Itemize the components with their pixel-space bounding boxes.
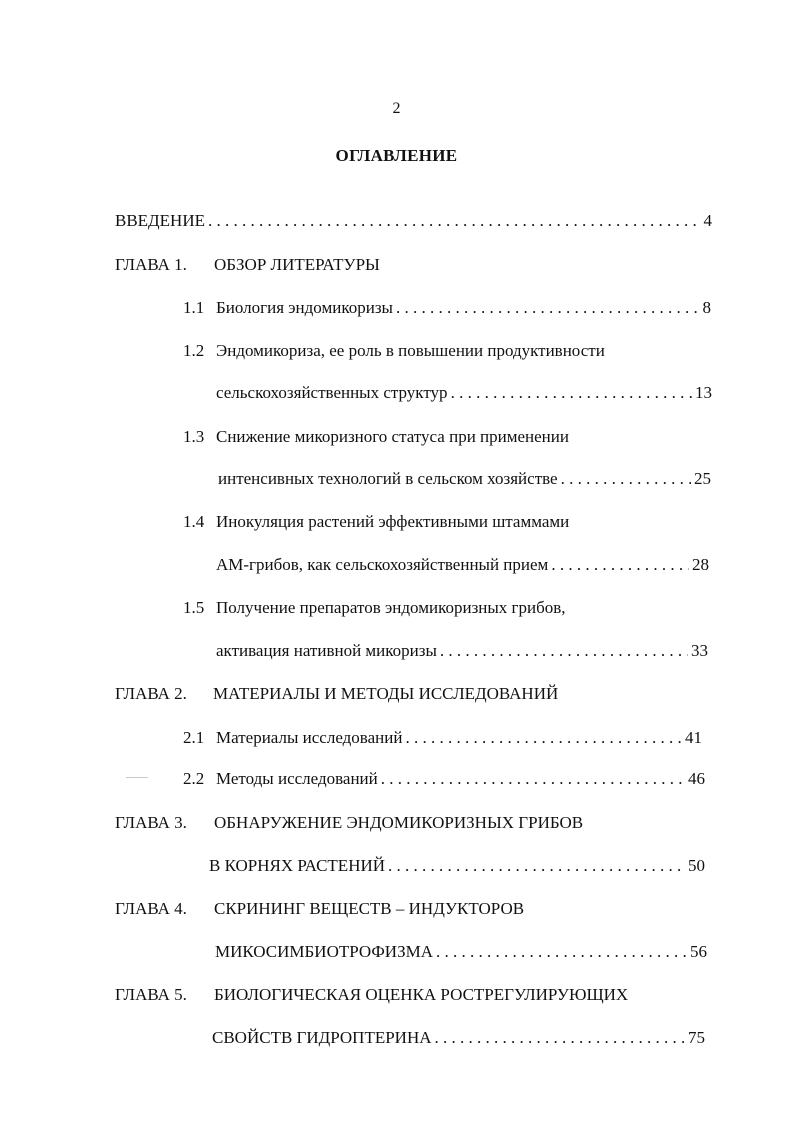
- toc-section-1-2-line1: [183, 340, 605, 362]
- toc-leader-dots: [435, 1027, 685, 1049]
- toc-s21-text: Материалы исследований: [216, 728, 403, 747]
- toc-ch5-line2: СВОЙСТВ ГИДРОПТЕРИНА: [212, 1028, 432, 1047]
- toc-chapter-2-heading: [115, 683, 558, 705]
- toc-s13-num: 1.3: [183, 427, 205, 446]
- toc-s13-page: 25: [694, 469, 711, 488]
- toc-s14-line1: Инокуляция растений эффективными штаммами: [216, 512, 570, 531]
- toc-s11-page: 8: [702, 298, 711, 317]
- toc-section-2-1: [183, 727, 702, 749]
- toc-s14-page: 28: [692, 555, 709, 574]
- toc-section-1-3-line1: [183, 426, 569, 448]
- toc-s11-num: 1.1: [183, 298, 205, 317]
- toc-s21-page: 41: [685, 728, 702, 747]
- toc-entry-intro: [115, 210, 712, 232]
- toc-s11-text: Биология эндомикоризы: [216, 298, 393, 317]
- toc-leader-dots: [381, 768, 685, 790]
- toc-s14-num: 1.4: [183, 512, 205, 531]
- toc-leader-dots: [388, 855, 685, 877]
- toc-chapter-4-line2: [215, 941, 707, 963]
- toc-s13-line1: Снижение микоризного статуса при применении: [216, 427, 569, 446]
- toc-s13-line2: интенсивных технологий в сельском хозяйстве: [218, 469, 558, 488]
- toc-section-1-5-line1: [183, 597, 566, 619]
- toc-s22-page: 46: [688, 769, 705, 788]
- toc-s15-line2: активация нативной микоризы: [216, 641, 437, 660]
- toc-intro-page: 4: [703, 211, 712, 230]
- toc-s12-page: 13: [695, 383, 712, 402]
- toc-leader-dots: [208, 210, 701, 232]
- toc-s12-line2: сельскохозяйственных структур: [216, 383, 448, 402]
- toc-section-1-5-line2: [216, 640, 708, 662]
- toc-s22-text: Методы исследований: [216, 769, 378, 788]
- toc-ch3-line1: ОБНАРУЖЕНИЕ ЭНДОМИКОРИЗНЫХ ГРИБОВ: [214, 813, 584, 832]
- toc-chapter-5-line2: [212, 1027, 705, 1049]
- toc-chapter-1-heading: [115, 254, 380, 276]
- toc-ch1-title: ОБЗОР ЛИТЕРАТУРЫ: [214, 255, 380, 274]
- toc-s12-num: 1.2: [183, 341, 205, 360]
- toc-s22-num: 2.2: [183, 769, 205, 788]
- toc-section-1-3-line2: [218, 468, 711, 490]
- toc-leader-dots: [436, 941, 687, 963]
- toc-ch3-label: ГЛАВА 3.: [115, 813, 187, 832]
- toc-ch4-line2: МИКОСИМБИОТРОФИЗМА: [215, 942, 433, 961]
- toc-s15-num: 1.5: [183, 598, 205, 617]
- toc-s15-page: 33: [691, 641, 708, 660]
- toc-s21-num: 2.1: [183, 728, 205, 747]
- toc-chapter-3-line2: [209, 855, 705, 877]
- toc-chapter-4-heading: [115, 898, 524, 920]
- toc-s14-line2: АМ-грибов, как сельскохозяйственный прием: [216, 555, 549, 574]
- toc-section-2-2: [183, 768, 705, 790]
- toc-leader-dots: [451, 382, 692, 404]
- toc-intro-label: ВВЕДЕНИЕ: [115, 211, 205, 230]
- toc-chapter-3-heading: [115, 812, 583, 834]
- toc-section-1-2-line2: [216, 382, 712, 404]
- toc-chapter-5-heading: [115, 984, 628, 1006]
- toc-leader-dots: [551, 554, 689, 576]
- toc-leader-dots: [440, 640, 688, 662]
- toc-ch5-line1: БИОЛОГИЧЕСКАЯ ОЦЕНКА РОСТРЕГУЛИРУЮЩИХ: [214, 985, 629, 1004]
- toc-s12-line1: Эндомикориза, ее роль в повышении продуктивности: [216, 341, 605, 360]
- toc-ch4-page: 56: [690, 942, 707, 961]
- page-number: 2: [392, 100, 401, 117]
- toc-ch4-label: ГЛАВА 4.: [115, 899, 187, 918]
- toc-ch2-label: ГЛАВА 2.: [115, 684, 187, 703]
- toc-s15-line1: Получение препаратов эндомикоризных грибов,: [216, 598, 566, 617]
- page-title: ОГЛАВЛЕНИЕ: [335, 146, 458, 165]
- toc-ch5-label: ГЛАВА 5.: [115, 985, 187, 1004]
- toc-ch2-title: МАТЕРИАЛЫ И МЕТОДЫ ИССЛЕДОВАНИЙ: [213, 684, 559, 703]
- toc-ch3-page: 50: [688, 856, 705, 875]
- toc-section-1-1: [183, 297, 711, 319]
- toc-ch5-page: 75: [688, 1028, 705, 1047]
- toc-section-1-4-line1: [183, 511, 569, 533]
- toc-section-1-4-line2: [216, 554, 709, 576]
- toc-ch3-line2: В КОРНЯХ РАСТЕНИЙ: [209, 856, 386, 875]
- toc-leader-dots: [396, 297, 700, 319]
- scan-artifact: [126, 777, 148, 778]
- toc-ch1-label: ГЛАВА 1.: [115, 255, 187, 274]
- toc-leader-dots: [561, 468, 691, 490]
- toc-ch4-line1: СКРИНИНГ ВЕЩЕСТВ – ИНДУКТОРОВ: [214, 899, 525, 918]
- toc-leader-dots: [405, 727, 682, 749]
